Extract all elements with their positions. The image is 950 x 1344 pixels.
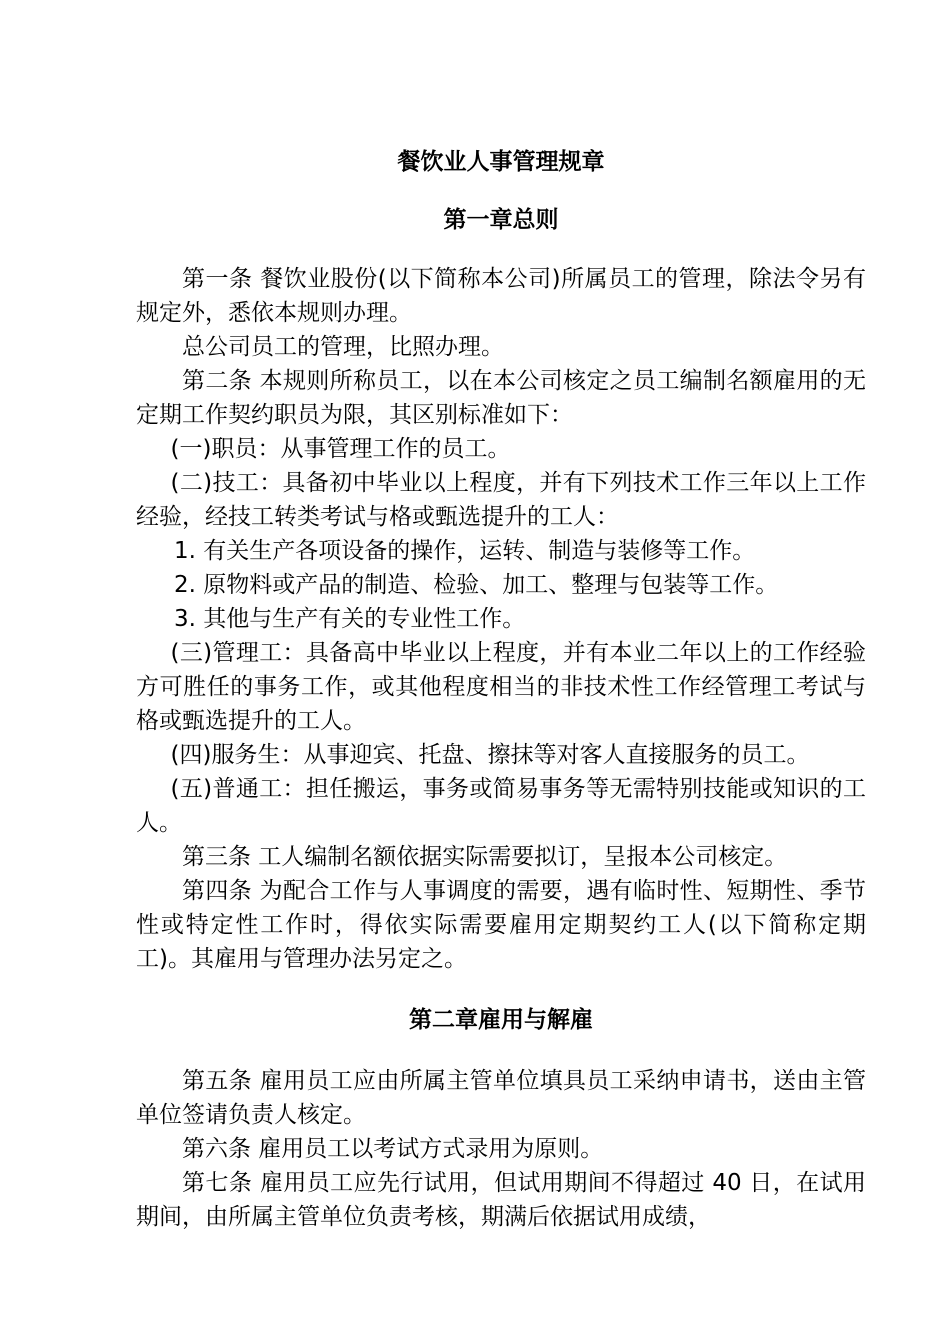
article-2: 第二条 本规则所称员工，以在本公司核定之员工编制名额雇用的无定期工作契约职员为限，其区别标准如下： [136,368,866,428]
chapter-1-title: 第一章总则 [443,207,559,233]
article-3: 第三条 工人编制名额依据实际需要拟订，呈报本公司核定。 [182,844,788,870]
article-1: 第一条 餐饮业股份(以下简称本公司)所属员工的管理，除法令另有规定外，悉依本规则办理。 [136,266,866,326]
article-1-note: 总公司员工的管理，比照办理。 [182,334,504,360]
article-2-clause-5: (五)普通工：担任搬运，事务或简易事务等无需特别技能或知识的工人。 [136,776,866,836]
article-4: 第四条 为配合工作与人事调度的需要，遇有临时性、短期性、季节性或特定性工作时，得依实际需要雇用定期契约工人(以下简称定期工)。其雇用与管理办法另定之。 [136,878,866,972]
article-2-clause-2: (二)技工：具备初中毕业以上程度，并有下列技术工作三年以上工作经验，经技工转类考试与格或甄选提升的工人： [136,470,866,530]
document-title: 餐饮业人事管理规章 [397,149,605,175]
article-2-clause-2-item-3: 3. 其他与生产有关的专业性工作。 [174,606,526,632]
article-2-clause-4: (四)服务生：从事迎宾、托盘、擦抹等对客人直接服务的员工。 [170,742,810,768]
article-2-clause-2-item-1: 1. 有关生产各项设备的操作，运转、制造与装修等工作。 [174,538,756,564]
article-6: 第六条 雇用员工以考试方式录用为原则。 [182,1136,604,1162]
article-2-clause-2-item-2: 2. 原物料或产品的制造、检验、加工、整理与包装等工作。 [174,572,779,598]
document-page [136,140,866,1234]
article-2-clause-3: (三)管理工：具备高中毕业以上程度，并有本业二年以上的工作经验方可胜任的事务工作，或其他程度相当的非技术性工作经管理工考试与格或甄选提升的工人。 [136,640,866,734]
article-5: 第五条 雇用员工应由所属主管单位填具员工采纳申请书，送由主管单位签请负责人核定。 [136,1068,866,1128]
article-7: 第七条 雇用员工应先行试用，但试用期间不得超过 40 日，在试用期间，由所属主管单位负责考核，期满后依据试用成绩， [136,1170,866,1230]
chapter-2-title: 第二章雇用与解雇 [409,1007,593,1033]
article-2-clause-1: (一)职员：从事管理工作的员工。 [170,436,511,462]
